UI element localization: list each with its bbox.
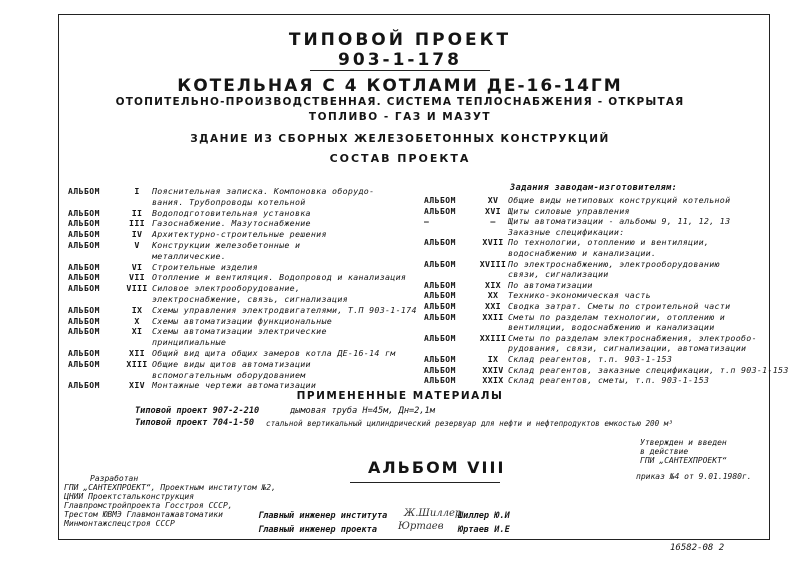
album-description: вспомогательным оборудованием (152, 369, 306, 380)
album-row (68, 251, 226, 261)
album-number-roman: VIII (126, 283, 148, 294)
album-number-roman: XI (131, 326, 143, 337)
album-row (68, 229, 327, 239)
album-description: Склад реагентов, т.п. 903-1-153 (508, 354, 673, 364)
album-row (424, 290, 651, 300)
album-label: АЛЬБОМ (424, 291, 456, 301)
album-number-roman: XXIX (482, 375, 504, 386)
album-label: АЛЬБОМ (424, 206, 456, 216)
title-building: ЗДАНИЕ ИЗ СБОРНЫХ ЖЕЛЕЗОБЕТОННЫХ КОНСТРУКЦИЙ (190, 133, 610, 145)
title-fuel: ТОПЛИВО - ГАЗ И МАЗУТ (308, 111, 492, 123)
album-description: Заказные спецификации: (508, 226, 625, 237)
album-row (424, 237, 709, 247)
album-row (68, 337, 226, 347)
album-label: АЛЬБОМ (424, 259, 456, 269)
album-number-roman: XVII (482, 237, 504, 248)
approval-line-2: в действие (640, 447, 689, 456)
title-project-number: 903-1-178 (338, 50, 462, 70)
album-row (424, 312, 725, 322)
album-number-roman: V (134, 240, 140, 250)
title-underline (310, 70, 490, 71)
album-description: Силовое электрооборудование, (152, 283, 301, 294)
album-description: Архитектурно-строительные решения (152, 229, 327, 240)
title-line-1: ТИПОВОЙ ПРОЕКТ (288, 30, 512, 50)
album-description: принципиальные (152, 337, 227, 348)
album-number-roman: XIX (485, 279, 501, 290)
album-number-roman: XVIII (479, 258, 507, 269)
album-number-roman: XVI (485, 205, 501, 216)
album-description: По электроснабжению, электрооборудованию (508, 258, 720, 269)
album-description: электроснабжение, связь, сигнализация (152, 294, 348, 304)
album-number-roman: II (131, 207, 143, 218)
album-row (68, 348, 396, 358)
album-row (68, 218, 311, 228)
album-description: Конструкции железобетонные и (152, 240, 301, 250)
album-row (68, 370, 306, 380)
album-row (68, 262, 258, 272)
album-row (424, 333, 757, 343)
album-number-roman: IX (487, 354, 499, 364)
album-row (424, 365, 789, 375)
album-description: Технико-экономическая часть (508, 290, 651, 301)
album-number-roman: — (490, 216, 496, 227)
album-description: металлические. (152, 250, 227, 261)
album-description: Схемы автоматизации функциональные (152, 315, 333, 326)
album-row (424, 375, 709, 385)
album-label: АЛЬБОМ (424, 196, 456, 205)
album-row (68, 294, 348, 304)
handwritten-signature-1: Ж.Шиллер (404, 508, 462, 519)
applied-text-2: стальной вертикальный цилиндрический резервуар для нефти и нефтепродуктов емкостью 200 м³ (266, 419, 673, 428)
album-number-roman: XXIII (479, 332, 507, 343)
album-description: Отопление и вентиляция. Водопровод и канализация (152, 272, 407, 283)
album-number-roman: X (134, 315, 140, 326)
album-row (424, 280, 593, 290)
applied-materials-heading: ПРИМЕНЕННЫЕ МАТЕРИАЛЫ (296, 390, 504, 402)
album-row (424, 248, 656, 258)
album-description: Склад реагентов, заказные спецификации, т.п 903-1-153 (508, 364, 789, 375)
developers-line-4: Главпромстройпроекта Госстроя СССР, (64, 501, 233, 510)
album-label: АЛЬБОМ (68, 284, 100, 294)
album-row (68, 326, 327, 336)
album-row (68, 197, 306, 207)
album-label: АЛЬБОМ (68, 273, 100, 283)
album-row (424, 269, 609, 279)
album-number-roman: XII (129, 348, 145, 358)
album-label: АЛЬБОМ (68, 230, 100, 240)
album-row (424, 195, 730, 205)
album-description: Газоснабжение. Мазутоснабжение (152, 218, 311, 229)
album-description: Водоподготовительная установка (152, 207, 311, 218)
album-label: АЛЬБОМ (424, 355, 456, 364)
album-label: АЛЬБОМ (68, 241, 100, 250)
album-row (68, 316, 332, 326)
album-row (68, 380, 316, 390)
album-row (424, 259, 720, 269)
album-description: Общий вид щита общих замеров котла ДЕ-16-14 гм (152, 348, 396, 358)
album-description: Монтажные чертежи автоматизации (152, 380, 317, 391)
album-description: По технологии, отоплению и вентиляции, (508, 237, 710, 248)
album-description: Щиты силовые управления (508, 205, 630, 216)
album-row (68, 359, 311, 369)
title-project-composition: СОСТАВ ПРОЕКТА (329, 152, 471, 165)
album-row (424, 227, 625, 237)
album-row (68, 186, 374, 196)
album-row (68, 272, 406, 282)
album-description: Строительные изделия (152, 261, 258, 272)
album-label: АЛЬБОМ (68, 208, 100, 218)
album-number-roman: XIV (129, 380, 145, 391)
signature-name-2: Юртаев И.Е (458, 525, 510, 535)
album-description: Схемы автоматизации электрические (152, 326, 327, 337)
signature-name-1: Шиллер Ю.И (458, 511, 510, 521)
developers-line-5: Трестом ЮВМЭ Главмонтажавтоматики (64, 510, 223, 519)
approval-line-1: Утвержден и введен (640, 438, 727, 447)
album-description: Общие виды нетиповых конструкций котельной (508, 195, 731, 205)
album-number-roman: III (129, 218, 145, 229)
album-underline (350, 482, 500, 483)
album-description: Схемы управления электродвигателями, Т.П 903-1-174 (152, 304, 417, 315)
album-description: вентиляции, водоснабжению и канализации (508, 322, 715, 333)
album-number-roman: VII (129, 272, 145, 283)
album-number-roman: XV (487, 195, 499, 205)
album-label: АЛЬБОМ (68, 316, 100, 326)
album-label: АЛЬБОМ (68, 262, 100, 272)
album-label: АЛЬБОМ (424, 312, 456, 322)
album-number-roman: I (134, 186, 140, 196)
album-row (424, 206, 630, 216)
document-stamp: 16582-08 2 (670, 543, 725, 553)
album-label: АЛЬБОМ (68, 219, 100, 229)
album-row (424, 216, 730, 226)
album-label: АЛЬБОМ (424, 376, 456, 386)
album-number: АЛЬБОМ VIII (368, 458, 506, 477)
album-label: АЛЬБОМ (68, 305, 100, 315)
album-number-roman: XIII (126, 358, 148, 369)
developers-line-3: ЦНИИ Проектстальконструкция (64, 492, 195, 501)
album-label: АЛЬБОМ (424, 280, 456, 290)
right-list-header: Задания заводам-изготовителям: (510, 183, 678, 193)
album-label: АЛЬБОМ (424, 302, 456, 311)
album-label: АЛЬБОМ (424, 365, 456, 375)
album-number-roman: IX (131, 304, 143, 315)
album-label: АЛЬБОМ (68, 349, 100, 358)
album-description: вания. Трубопроводы котельной (152, 196, 306, 207)
approval-line-3: ГПИ „САНТЕХПРОЕКТ“ (640, 456, 727, 465)
developers-line-1: Разработан (90, 474, 139, 483)
applied-text-1: дымовая труба Н=45м, Дн=2,1м (290, 406, 435, 416)
album-row (424, 301, 730, 311)
album-label: АЛЬБОМ (424, 333, 456, 343)
signature-role-2: Главный инженер проекта (258, 525, 377, 535)
album-label: АЛЬБОМ (68, 187, 100, 196)
album-label: АЛЬБОМ (68, 381, 100, 391)
album-description: водоснабжению и канализации. (508, 248, 657, 258)
signature-role-1: Главный инженер института (258, 511, 388, 521)
approval-order: приказ №4 от 9.01.1980г. (636, 472, 752, 481)
album-number-roman: XX (487, 290, 499, 301)
applied-project-2: Типовой проект 704-1-50 (135, 418, 254, 428)
applied-project-1: Типовой проект 907-2-210 (135, 406, 260, 416)
album-number-roman: VI (131, 261, 143, 272)
album-number-roman: XXII (482, 311, 504, 322)
album-row (424, 343, 746, 353)
developers-line-2: ГПИ „САНТЕХПРОЕКТ“, Проектным институтом №2, (64, 483, 276, 492)
album-description: Сводка затрат. Сметы по строительной части (508, 301, 731, 311)
title-heating-system: ОТОПИТЕЛЬНО-ПРОИЗВОДСТВЕННАЯ. СИСТЕМА ТЕПЛОСНАБЖЕНИЯ - ОТКРЫТАЯ (115, 96, 685, 108)
album-row (424, 322, 715, 332)
album-description: Пояснительная записка. Компоновка оборудо- (152, 186, 375, 196)
album-description: Щиты автоматизации - альбомы 9, 11, 12, 13 (508, 216, 731, 227)
album-description: По автоматизации (508, 279, 593, 290)
title-boiler-house: КОТЕЛЬНАЯ С 4 КОТЛАМИ ДЕ-16-14ГМ (177, 76, 623, 96)
album-label: АЛЬБОМ (424, 238, 456, 248)
album-description: Общие виды щитов автоматизации (152, 358, 311, 369)
developers-line-6: Минмонтажспецстроя СССР (64, 519, 175, 528)
album-number-roman: XXI (485, 301, 501, 311)
album-description: Сметы по разделам технологии, отоплению и (508, 311, 726, 322)
album-row (68, 240, 300, 250)
album-label: АЛЬБОМ (68, 327, 100, 337)
album-number-roman: XXIV (482, 364, 504, 375)
album-row (68, 283, 300, 293)
album-description: связи, сигнализации (508, 269, 609, 280)
album-description: рудования, связи, сигнализации, автоматизации (508, 343, 747, 354)
album-number-roman: IV (131, 229, 143, 240)
handwritten-signature-2: Юртаев (398, 521, 444, 532)
album-row (68, 208, 311, 218)
album-row (68, 305, 417, 315)
album-label: АЛЬБОМ (68, 359, 100, 369)
album-description: Сметы по разделам электроснабжения, электрообо- (508, 332, 757, 343)
album-label: — (424, 217, 430, 227)
album-row (424, 354, 672, 364)
album-description: Склад реагентов, сметы, т.п. 903-1-153 (508, 375, 710, 386)
